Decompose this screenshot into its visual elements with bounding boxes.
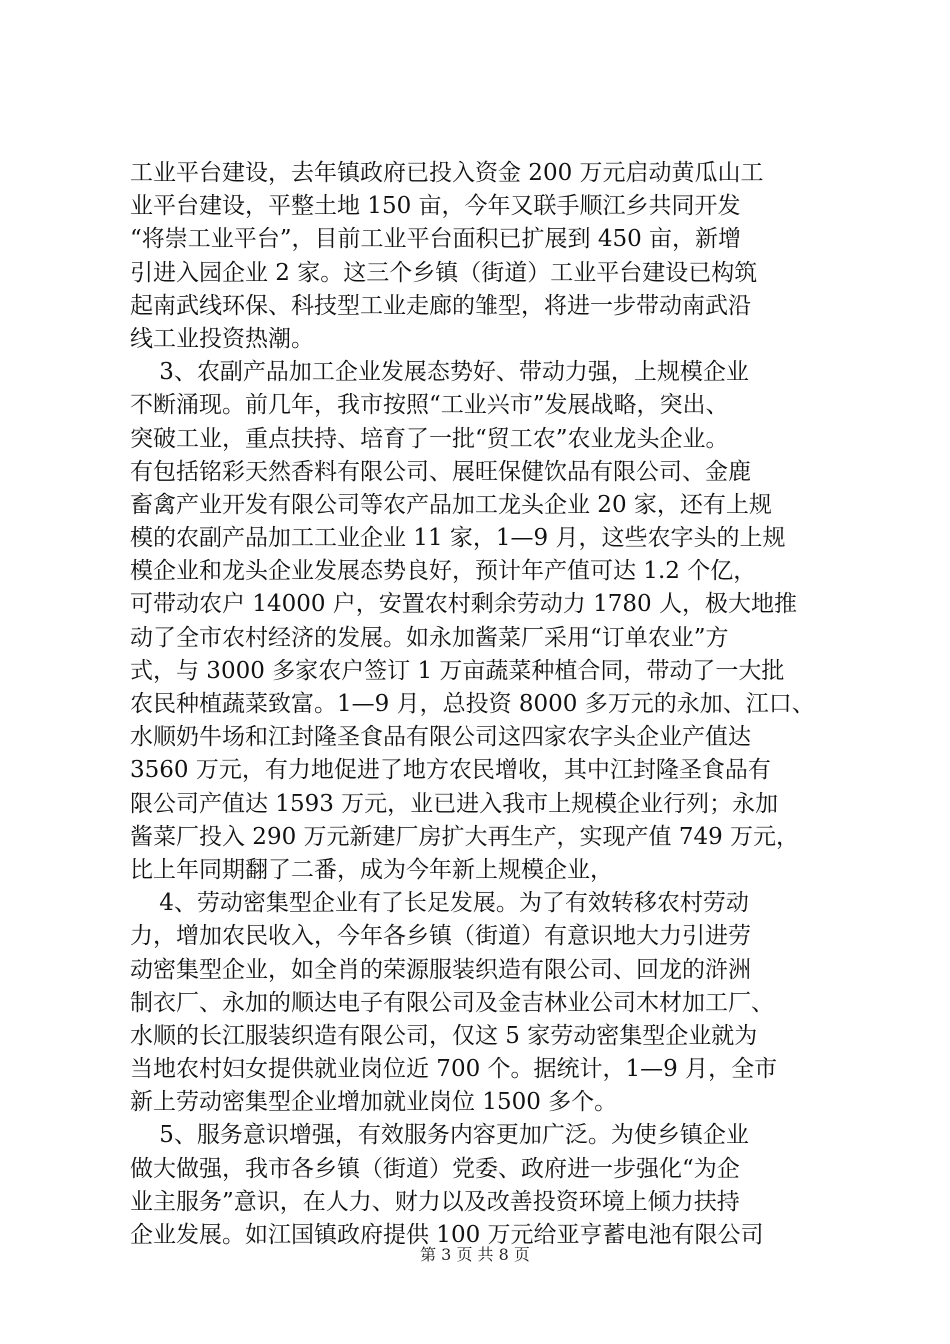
text-line: 可带动农户 14000 户，安置农村剩余劳动力 1780 人，极大地推 [130, 591, 797, 618]
text-line: 有包括铭彩天然香料有限公司、展旺保健饮品有限公司、金鹿 [130, 458, 751, 485]
text-line: 制衣厂、永加的顺达电子有限公司及金吉林业公司木材加工厂、 [130, 989, 774, 1016]
text-line: 酱菜厂投入 290 万元新建厂房扩大再生产，实现产值 749 万元， [130, 823, 800, 850]
text-line: 业平台建设，平整土地 150 亩，今年又联手顺江乡共同开发 [130, 193, 741, 220]
page-footer: 第 3 页 共 8 页 [420, 1245, 530, 1264]
text-line: 突破工业，重点扶持、培育了一批“贸工农”农业龙头企业。 [130, 425, 729, 452]
text-line: 引进入园企业 2 家。这三个乡镇（街道）工业平台建设已构筑 [130, 259, 758, 286]
text-line: 4、劳动密集型企业有了长足发展。为了有效转移农村劳动 [130, 890, 749, 917]
text-line: 式，与 3000 多家农户签订 1 万亩蔬菜种植合同，带动了一大批 [130, 657, 785, 684]
text-line: 模的农副产品加工工业企业 11 家，1—9 月，这些农字头的上规 [130, 525, 786, 552]
text-line: 动了全市农村经济的发展。如永加酱菜厂采用“订单农业”方 [130, 624, 729, 651]
text-line: 农民种植蔬菜致富。1—9 月，总投资 8000 多万元的永加、江口、 [130, 691, 815, 717]
text-line: 比上年同期翻了二番，成为今年新上规模企业， [130, 856, 613, 883]
text-line: 当地农村妇女提供就业岗位近 700 个。据统计，1—9 月，全市 [130, 1056, 778, 1083]
text-line: 起南武线环保、科技型工业走廊的雏型，将进一步带动南武沿 [130, 292, 751, 319]
text-line: 动密集型企业，如全肖的荣源服装织造有限公司、回龙的浒洲 [130, 956, 751, 983]
text-line: 新上劳动密集型企业增加就业岗位 1500 多个。 [130, 1089, 618, 1116]
text-line: 力，增加农民收入，今年各乡镇（街道）有意识地大力引进劳 [130, 923, 751, 950]
text-line: 3560 万元，有力地促进了地方农民增收，其中江封隆圣食品有 [130, 757, 771, 784]
text-line: 线工业投资热潮。 [130, 325, 314, 352]
text-line: 不断涌现。前几年，我市按照“工业兴市”发展战略，突出、 [130, 392, 729, 419]
text-line: 3、农副产品加工企业发展态势好、带动力强，上规模企业 [130, 359, 749, 386]
text-line: 模企业和龙头企业发展态势良好，预计年产值可达 1.2 个亿， [130, 558, 757, 585]
text-line: 水顺奶牛场和江封隆圣食品有限公司这四家农字头企业产值达 [130, 724, 751, 751]
text-line: 畜禽产业开发有限公司等农产品加工龙头企业 20 家，还有上规 [130, 491, 772, 518]
text-line: 工业平台建设，去年镇政府已投入资金 200 万元启动黄瓜山工 [130, 160, 764, 186]
text-line: 做大做强，我市各乡镇（街道）党委、政府进一步强化“为企 [130, 1155, 740, 1182]
text-line: 限公司产值达 1593 万元，业已进入我市上规模企业行列；永加 [130, 790, 779, 817]
text-line: 业主服务”意识，在人力、财力以及改善投资环境上倾力扶持 [130, 1188, 740, 1215]
text-line: 水顺的长江服装织造有限公司，仅这 5 家劳动密集型企业就为 [130, 1022, 758, 1049]
text-line: 5、服务意识增强，有效服务内容更加广泛。为使乡镇企业 [130, 1122, 749, 1149]
text-line: 企业发展。如江国镇政府提供 100 万元给亚亨蓄电池有限公司 [130, 1222, 764, 1248]
text-line: “将崇工业平台”，目前工业平台面积已扩展到 450 亩，新增 [130, 226, 742, 253]
body-text [130, 157, 830, 1252]
